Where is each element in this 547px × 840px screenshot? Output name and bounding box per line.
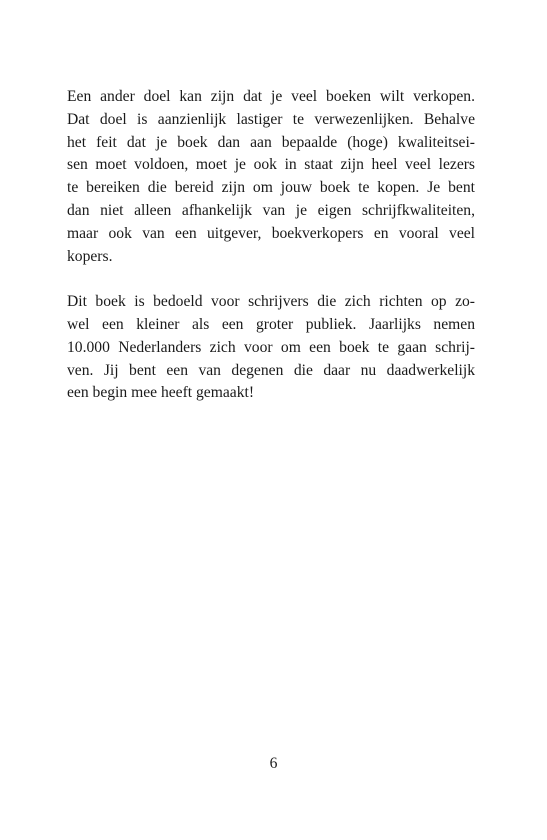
page-number: 6 [269,755,278,772]
paragraph-1 [67,86,475,268]
paragraph-line: een begin mee heeft gemaakt! [67,384,255,402]
paragraph-line: sen moet voldoen, moet je ook in staat zijn heel veel lezers [67,156,475,174]
paragraph-line: 10.000 Nederlanders zich voor om een boek te gaan schrij- [67,338,475,356]
paragraph-line: maar ook van een uitgever, boekverkopers en vooral veel [67,224,475,242]
paragraph-line: Dit boek is bedoeld voor schrijvers die zich richten op zo- [67,293,475,311]
body-text [67,86,475,405]
paragraph-line: dan niet alleen afhankelijk van je eigen schrijfkwaliteiten, [67,201,475,219]
paragraph-line: Dat doel is aanzienlijk lastiger te verwezenlijken. Behalve [67,110,475,128]
paragraph-line: wel een kleiner als een groter publiek. Jaarlijks nemen [67,315,475,333]
paragraph-spacing [67,268,475,291]
paragraph-2 [67,291,475,405]
paragraph-line: kopers. [67,247,113,265]
paragraph-line: Een ander doel kan zijn dat je veel boeken wilt verkopen. [67,88,475,105]
paragraph-line: het feit dat je boek dan aan bepaalde (hoge) kwaliteitsei- [67,133,475,151]
paragraph-line: te bereiken die bereid zijn om jouw boek te kopen. Je bent [67,179,475,197]
paragraph-line: ven. Jij bent een van degenen die daar nu daadwerkelijk [67,361,475,379]
